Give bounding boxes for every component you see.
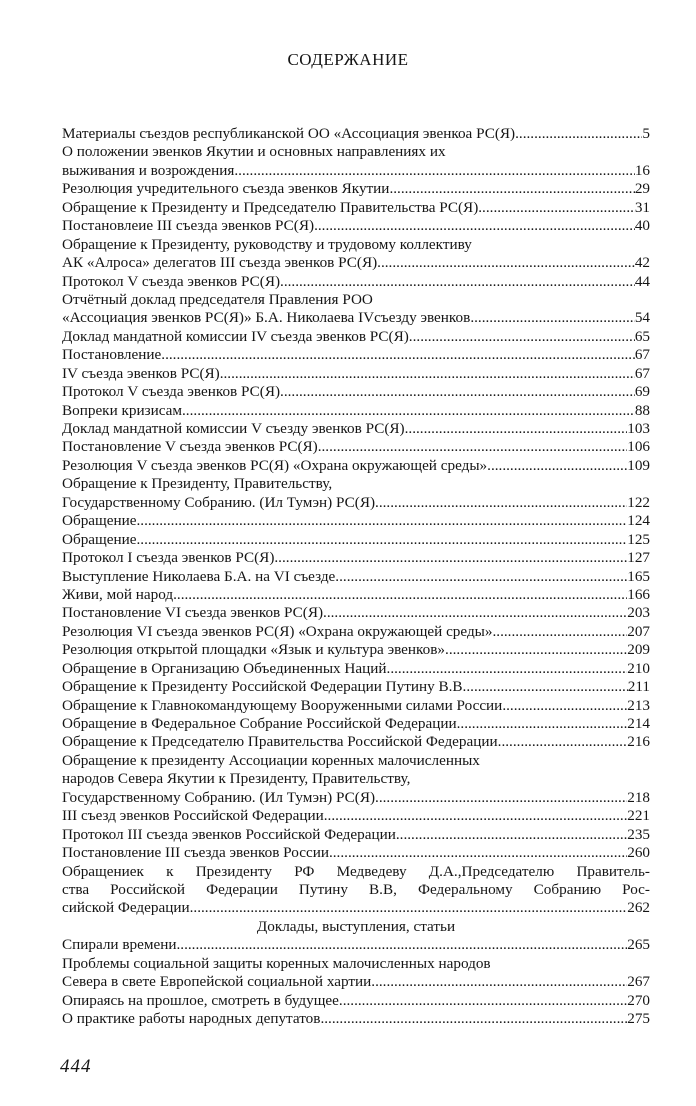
toc-entry-title: выживания и возрождения: [62, 161, 235, 179]
toc-entry: [62, 604, 650, 622]
toc-entry: [62, 291, 650, 328]
toc-entry-line: О положении эвенков Якутии и основных направлениях их: [62, 143, 446, 161]
toc-entry-line: Отчётный доклад председателя Правления РОО: [62, 290, 373, 308]
toc-entry-line: Обращение к Президенту, руководству и трудовому коллективу: [62, 235, 472, 253]
toc-entry: [62, 125, 650, 143]
toc-page-number: 109: [627, 456, 650, 474]
toc-entry-title: Постановление III съезда эвенков России: [62, 844, 329, 862]
toc-entry-row: [62, 586, 650, 604]
dot-leader: [161, 346, 635, 364]
toc-page-number: 165: [627, 567, 650, 585]
toc-entry-title: Резолюция V съезда эвенков РС(Я) «Охрана окружающей среды»: [62, 456, 488, 474]
toc-entry-title: Постановление V съезда эвенков РС(Я): [62, 438, 318, 456]
toc-entry-title: Постановлеие III съезда эвенков РС(Я): [62, 217, 315, 235]
toc-entry: [62, 660, 650, 678]
toc-entry-title: Государственному Собранию. (Ил Тумэн) РС(Я): [62, 493, 376, 511]
toc-entry: [62, 199, 650, 217]
toc-entry-title: Протокол V съезда эвенков РС(Я): [62, 383, 281, 401]
toc-entry-row: [62, 365, 650, 383]
dot-leader: [377, 254, 635, 272]
toc-entry-row: [62, 125, 650, 143]
dot-leader: [173, 586, 627, 604]
toc-entry: [62, 715, 650, 733]
toc-page-number: 67: [634, 346, 650, 364]
toc-entry-row: [62, 807, 650, 825]
dot-leader: [371, 973, 627, 991]
toc-page-number: 221: [627, 807, 650, 825]
dot-leader: [389, 180, 634, 198]
toc-entry: [62, 936, 650, 954]
dot-leader: [329, 844, 627, 862]
toc-entry: [62, 180, 650, 198]
toc-entry-row: [62, 309, 650, 327]
dot-leader: [445, 641, 627, 659]
toc-entry-row: [62, 438, 650, 456]
toc-page-number: 16: [634, 161, 650, 179]
toc-entry-row: [62, 162, 650, 180]
toc-entry: [62, 992, 650, 1010]
dot-leader: [463, 678, 628, 696]
toc-page-number: 210: [627, 659, 650, 677]
dot-leader: [136, 531, 627, 549]
toc-entry: [62, 346, 650, 364]
toc-entry-row: [62, 512, 650, 530]
toc-entry: [62, 863, 650, 918]
toc-entry-title: Резолюция учредительного съезда эвенков Якутии: [62, 180, 390, 198]
toc-entry-row: [62, 457, 650, 475]
dot-leader: [457, 715, 628, 733]
toc-page-number: 127: [627, 549, 650, 567]
toc-entry-title: Обращение к Президенту Российской Федерации Путину В.В: [62, 678, 463, 696]
toc-entry-line: Проблемы социальной защиты коренных малочисленных народов: [62, 954, 491, 972]
toc-entry-line: народов Севера Якутии к Президенту, Правительству,: [62, 770, 411, 788]
toc-page-number: 31: [634, 198, 650, 216]
dot-leader: [375, 494, 627, 512]
toc-entry-title: Доклад мандатной комиссии IV съезда эвенков РС(Я): [62, 327, 409, 345]
toc-entry-title: Живи, мой народ: [62, 585, 174, 603]
toc-page-number: 65: [634, 327, 650, 345]
toc-entry-title: Постановление VI съезда эвенков РС(Я): [62, 604, 324, 622]
toc-entry-row: [62, 733, 650, 751]
toc-page-number: 275: [627, 1010, 650, 1027]
toc-entry: [62, 623, 650, 641]
toc-entry-row: [62, 604, 650, 622]
toc-entry-row: [62, 180, 650, 198]
dot-leader: [492, 623, 627, 641]
dot-leader: [375, 789, 627, 807]
dot-leader: [335, 568, 627, 586]
toc-entry-row: [62, 936, 650, 954]
dot-leader: [405, 420, 628, 438]
dot-leader: [280, 383, 635, 401]
toc-page-number: 207: [627, 622, 650, 640]
dot-leader: [324, 807, 627, 825]
dot-leader: [387, 660, 628, 678]
toc-page-number: 67: [634, 364, 650, 382]
toc-entry-title: «Ассоциация эвенков РС(Я)» Б.А. Николаева IVсъезду эвенков: [62, 309, 471, 327]
toc-entry-row: [62, 899, 650, 917]
toc-entry-row: [62, 715, 650, 733]
toc-entry-row: [62, 660, 650, 678]
toc-page-number: 166: [627, 585, 650, 603]
toc-page-number: 270: [627, 991, 650, 1009]
toc-entry-row: [62, 254, 650, 272]
toc-page-number: 209: [627, 641, 650, 659]
toc-entry-row: [62, 641, 650, 659]
toc-page-number: 69: [634, 383, 650, 401]
dot-leader: [409, 328, 635, 346]
toc-entry-line: Обращениек к Президенту РФ Медведеву Д.А.,Председателю Правитель-: [62, 862, 650, 880]
toc-entry: [62, 365, 650, 383]
toc-page-number: 203: [627, 604, 650, 622]
toc-entry-title: IV съезда эвенков РС(Я): [62, 364, 220, 382]
toc-entry-row: [62, 217, 650, 235]
toc-entry-row: [62, 623, 650, 641]
dot-leader: [478, 199, 635, 217]
toc-entry-row: [62, 328, 650, 346]
toc-entry: [62, 217, 650, 235]
toc-entry: [62, 402, 650, 420]
toc-entry: [62, 328, 650, 346]
toc-entry-row: [62, 992, 650, 1010]
dot-leader: [234, 162, 634, 180]
toc-entry-title: Обращение: [62, 530, 137, 548]
toc-entry: [62, 678, 650, 696]
toc-entry: [62, 143, 650, 180]
dot-leader: [190, 899, 628, 917]
toc-page-number: 42: [634, 254, 650, 272]
toc-entry-title: III съезд эвенков Российской Федерации: [62, 807, 324, 825]
toc-entry-row: [62, 1010, 650, 1028]
toc-page-number: 211: [627, 678, 650, 696]
dot-leader: [280, 273, 635, 291]
table-of-contents: [62, 125, 650, 1028]
toc-entry-title: Государственному Собранию. (Ил Тумэн) РС(Я): [62, 788, 376, 806]
toc-entry-title: Выступление Николаева Б.А. на VI съезде: [62, 567, 336, 585]
dot-leader: [136, 512, 627, 530]
dot-leader: [182, 402, 635, 420]
toc-page-number: 124: [627, 512, 650, 530]
dot-leader: [515, 125, 642, 143]
toc-entry-row: [62, 789, 650, 807]
toc-page-number: 125: [627, 530, 650, 548]
toc-page-number: 235: [627, 825, 650, 843]
toc-entry-row: [62, 549, 650, 567]
toc-entry: [62, 955, 650, 992]
toc-page-number: 214: [627, 715, 650, 732]
toc-page-number: 267: [627, 973, 650, 991]
dot-leader: [176, 936, 627, 954]
toc-entry: [62, 512, 650, 530]
toc-entry: [62, 807, 650, 825]
page-number: 444: [60, 1056, 92, 1077]
toc-page-number: 265: [627, 936, 650, 954]
toc-entry-row: [62, 844, 650, 862]
toc-entry-title: Протокол III съезда эвенков Российской Федерации: [62, 825, 396, 843]
toc-entry-row: [62, 568, 650, 586]
toc-entry-title: Спирали времени: [62, 936, 177, 954]
dot-leader: [487, 457, 627, 475]
dot-leader: [220, 365, 635, 383]
toc-page-number: 88: [634, 401, 650, 419]
toc-entry: [62, 236, 650, 273]
toc-entry-row: [62, 826, 650, 844]
toc-entry: [62, 531, 650, 549]
toc-entry-title: Обращение: [62, 512, 137, 530]
toc-entry-title: Севера в свете Европейской социальной хартии: [62, 973, 372, 991]
toc-entry-row: [62, 383, 650, 401]
toc-entry-row: [62, 531, 650, 549]
toc-entry-row: [62, 273, 650, 291]
toc-page-number: 54: [634, 309, 650, 327]
toc-entry-title: Обращение в Организацию Объединенных Наций: [62, 659, 387, 677]
dot-leader: [318, 438, 628, 456]
toc-entry-line: Обращение к президенту Ассоциации коренных малочисленных: [62, 751, 480, 769]
toc-entry-title: Протокол V съезда эвенков РС(Я): [62, 272, 281, 290]
dot-leader: [339, 992, 627, 1010]
toc-entry: [62, 438, 650, 456]
toc-entry-line: ства Российской Федерации Путину В.В, Федеральному Собранию Рос-: [62, 880, 650, 898]
toc-entry-title: Материалы съездов республиканской ОО «Ассоциация эвенкоа РС(Я): [62, 125, 516, 142]
toc-entry: [62, 475, 650, 512]
toc-entry: [62, 826, 650, 844]
toc-page-number: 29: [634, 180, 650, 198]
toc-entry-row: [62, 402, 650, 420]
dot-leader: [396, 826, 627, 844]
toc-entry-title: Обращение к Главнокомандующему Вооруженными силами России: [62, 696, 503, 714]
toc-entry-title: Резолюция VI съезда эвенков РС(Я) «Охрана окружающей среды»: [62, 622, 493, 640]
dot-leader: [314, 217, 635, 235]
dot-leader: [320, 1010, 627, 1028]
toc-entry-title: Постановление: [62, 346, 162, 364]
toc-entry: [62, 383, 650, 401]
toc-entry-title: АК «Алроса» делегатов III съезда эвенков РС(Я): [62, 254, 378, 272]
toc-page-number: 216: [627, 733, 650, 751]
section-heading: Доклады, выступления, статьи: [256, 917, 456, 935]
toc-entry-title: Вопреки кризисам: [62, 401, 182, 419]
toc-entry: [62, 568, 650, 586]
dot-leader: [274, 549, 627, 567]
toc-page-number: 213: [627, 696, 650, 714]
toc-page-number: 262: [627, 899, 650, 917]
toc-entry: [62, 697, 650, 715]
toc-entry-title: Обращение в Федеральное Собрание Российской Федерации: [62, 715, 457, 732]
toc-page-number: 106: [627, 438, 650, 456]
toc-entry-line: Обращение к Президенту, Правительству,: [62, 475, 333, 493]
toc-entry-title: Доклад мандатной комиссии V съезду эвенков РС(Я): [62, 420, 405, 437]
toc-entry-title: Протокол I съезда эвенков РС(Я): [62, 549, 275, 567]
toc-entry-title: Обращение к Председателю Правительства Российской Федерации: [62, 733, 498, 751]
toc-entry: [62, 844, 650, 862]
dot-leader: [502, 697, 627, 715]
toc-entry-row: [62, 199, 650, 217]
dot-leader: [470, 309, 635, 327]
toc-entry: [62, 420, 650, 438]
toc-entry: [62, 752, 650, 807]
toc-page-number: 44: [634, 272, 650, 290]
toc-entry-title: сийской Федерации: [62, 899, 190, 917]
dot-leader: [323, 604, 627, 622]
toc-page-number: 122: [627, 493, 650, 511]
toc-entry-title: Резолюция открытой площадки «Язык и культура эвенков»: [62, 641, 446, 659]
toc-entry-row: [62, 697, 650, 715]
toc-page-number: 218: [627, 788, 650, 806]
toc-entry: [62, 457, 650, 475]
toc-entry-title: Обращение к Президенту и Председателю Правительства РС(Я): [62, 198, 479, 216]
toc-entry-row: [62, 678, 650, 696]
toc-entry: [62, 586, 650, 604]
toc-entry: [62, 273, 650, 291]
toc-entry: [62, 549, 650, 567]
toc-entry: [62, 641, 650, 659]
toc-entry-row: [62, 973, 650, 991]
toc-entry-title: О практике работы народных депутатов: [62, 1010, 321, 1027]
toc-page-number: 103: [627, 420, 650, 437]
toc-page-number: 40: [634, 217, 650, 235]
page-title: СОДЕРЖАНИЕ: [287, 50, 409, 69]
toc-entry: [62, 733, 650, 751]
toc-page-number: 260: [627, 844, 650, 862]
toc-page-number: 5: [642, 125, 650, 142]
toc-entry-title: Опираясь на прошлое, смотреть в будущее: [62, 991, 339, 1009]
toc-entry: [62, 1010, 650, 1028]
toc-entry-row: [62, 346, 650, 364]
dot-leader: [498, 733, 628, 751]
toc-entry-row: [62, 420, 650, 438]
toc-entry-row: [62, 494, 650, 512]
